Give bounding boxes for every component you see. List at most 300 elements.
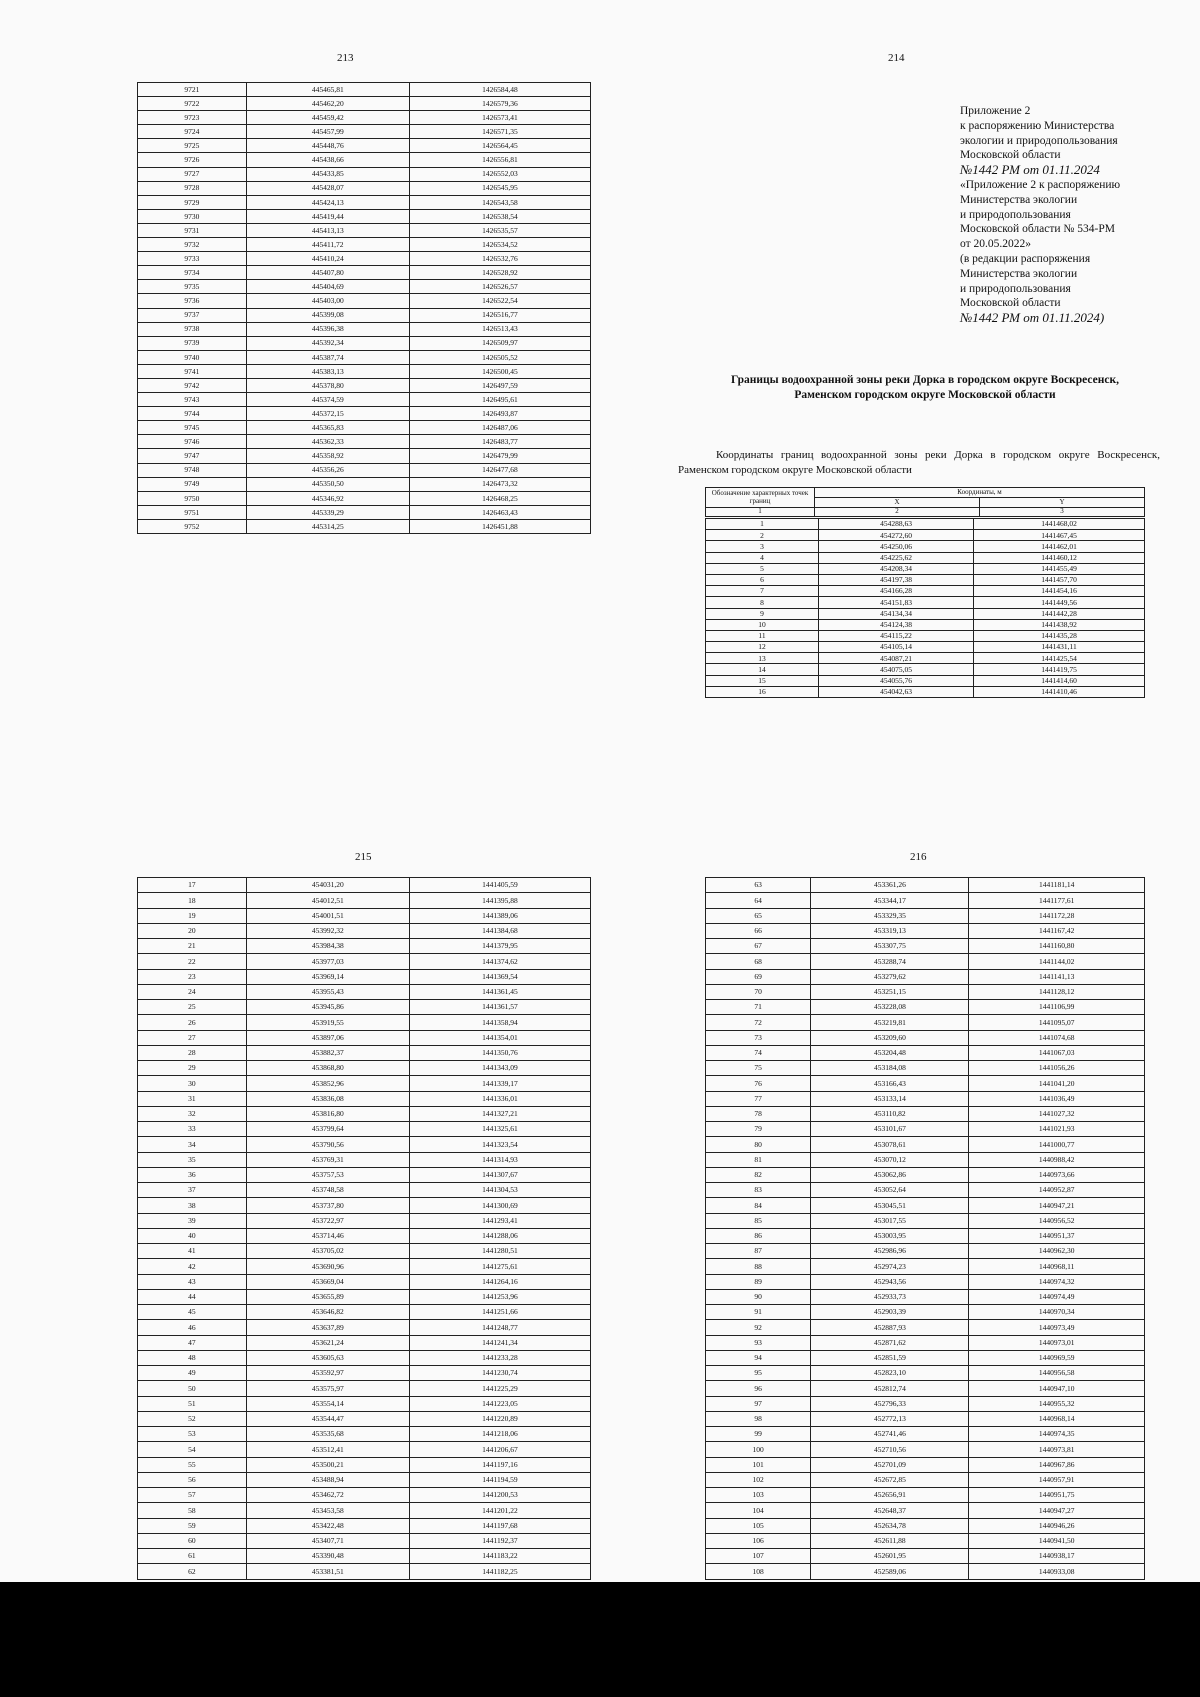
point-number: 108 <box>706 1564 811 1579</box>
y-coordinate: 1441361,45 <box>409 984 590 999</box>
y-coordinate: 1426534,52 <box>409 238 590 252</box>
y-coordinate: 1441336,01 <box>409 1091 590 1106</box>
approval-line: экологии и природопользования <box>960 134 1118 147</box>
table-row <box>138 1457 591 1472</box>
table-row <box>138 294 591 308</box>
x-coordinate: 445424,13 <box>246 195 409 209</box>
x-coordinate: 454134,34 <box>819 608 974 619</box>
table-row <box>138 364 591 378</box>
point-number: 9740 <box>138 350 247 364</box>
point-number: 17 <box>138 878 247 893</box>
table-row <box>138 1381 591 1396</box>
point-number: 37 <box>138 1183 247 1198</box>
table-row <box>138 1335 591 1350</box>
table-row <box>706 664 1145 675</box>
x-coordinate: 453605,63 <box>246 1350 409 1365</box>
approval-line: Приложение 2 <box>960 105 1031 117</box>
table-row <box>138 280 591 294</box>
point-number: 9745 <box>138 421 247 435</box>
y-coordinate: 1440947,21 <box>969 1198 1145 1213</box>
y-coordinate: 1441144,02 <box>969 954 1145 969</box>
table-row <box>138 908 591 923</box>
point-number: 47 <box>138 1335 247 1350</box>
x-coordinate: 453714,46 <box>246 1228 409 1243</box>
x-coordinate: 445358,92 <box>246 449 409 463</box>
table-row <box>138 1106 591 1121</box>
point-number: 3 <box>706 541 819 552</box>
approval-line: от 20.05.2022» <box>960 238 1031 251</box>
y-coordinate: 1441419,75 <box>974 664 1145 675</box>
point-number: 9733 <box>138 252 247 266</box>
point-number: 103 <box>706 1488 811 1503</box>
table-row <box>138 83 591 97</box>
y-coordinate: 1426493,87 <box>409 407 590 421</box>
point-number: 58 <box>138 1503 247 1518</box>
y-coordinate: 1441200,53 <box>409 1488 590 1503</box>
x-coordinate: 453500,21 <box>246 1457 409 1472</box>
y-coordinate: 1441405,59 <box>409 878 590 893</box>
table-row <box>706 1289 1145 1304</box>
x-coordinate: 453204,48 <box>811 1045 969 1060</box>
y-coordinate: 1426477,68 <box>409 463 590 477</box>
table-row <box>706 1152 1145 1167</box>
table-row <box>138 1442 591 1457</box>
y-coordinate: 1441384,68 <box>409 923 590 938</box>
x-coordinate: 452656,91 <box>811 1488 969 1503</box>
point-number: 57 <box>138 1488 247 1503</box>
x-coordinate: 445410,24 <box>246 252 409 266</box>
table-row <box>138 435 591 449</box>
x-coordinate: 445365,83 <box>246 421 409 435</box>
point-number: 106 <box>706 1533 811 1548</box>
x-coordinate: 445413,13 <box>246 223 409 237</box>
y-coordinate: 1440951,37 <box>969 1228 1145 1243</box>
table-row <box>706 630 1145 641</box>
y-coordinate: 1441350,76 <box>409 1045 590 1060</box>
y-coordinate: 1426545,95 <box>409 181 590 195</box>
table-row <box>706 1076 1145 1091</box>
table-row <box>138 195 591 209</box>
table-row <box>138 350 591 364</box>
point-number: 9 <box>706 608 819 619</box>
table-row <box>706 1518 1145 1533</box>
x-coordinate: 453722,97 <box>246 1213 409 1228</box>
x-coordinate: 453984,38 <box>246 939 409 954</box>
table-row <box>706 619 1145 630</box>
x-coordinate: 453228,08 <box>811 1000 969 1015</box>
y-coordinate: 1441041,20 <box>969 1076 1145 1091</box>
x-coordinate: 453816,80 <box>246 1106 409 1121</box>
x-coordinate: 453575,97 <box>246 1381 409 1396</box>
table-row <box>706 1457 1145 1472</box>
y-coordinate: 1441182,25 <box>409 1564 590 1579</box>
y-coordinate: 1441343,09 <box>409 1061 590 1076</box>
y-coordinate: 1441160,80 <box>969 939 1145 954</box>
point-number: 60 <box>138 1533 247 1548</box>
x-coordinate: 445419,44 <box>246 209 409 223</box>
table-row <box>138 1213 591 1228</box>
point-number: 92 <box>706 1320 811 1335</box>
y-coordinate: 1441280,51 <box>409 1244 590 1259</box>
table-row <box>706 1198 1145 1213</box>
approval-line: (в редакции распоряжения <box>960 252 1091 265</box>
point-number: 53 <box>138 1427 247 1442</box>
x-coordinate: 445399,08 <box>246 308 409 322</box>
table-row <box>706 653 1145 664</box>
y-coordinate: 1426463,43 <box>409 505 590 519</box>
point-number: 83 <box>706 1183 811 1198</box>
point-number: 102 <box>706 1472 811 1487</box>
table-row <box>138 1305 591 1320</box>
point-number: 18 <box>138 893 247 908</box>
x-coordinate: 453381,51 <box>246 1564 409 1579</box>
table-row <box>138 1533 591 1548</box>
x-coordinate: 453757,53 <box>246 1167 409 1182</box>
y-coordinate: 1441233,28 <box>409 1350 590 1365</box>
approval-line: Московской области <box>960 297 1061 310</box>
page-number: 213 <box>337 52 354 64</box>
point-number: 39 <box>138 1213 247 1228</box>
x-coordinate: 453748,58 <box>246 1183 409 1198</box>
y-coordinate: 1441218,06 <box>409 1427 590 1442</box>
approval-block <box>960 104 1180 326</box>
x-coordinate: 452986,96 <box>811 1244 969 1259</box>
table-row <box>706 1137 1145 1152</box>
y-coordinate: 1441442,28 <box>974 608 1145 619</box>
approval-line: Московской области <box>960 149 1061 162</box>
point-number: 95 <box>706 1366 811 1381</box>
y-coordinate: 1440969,59 <box>969 1350 1145 1365</box>
table-row <box>706 1228 1145 1243</box>
y-coordinate: 1441181,14 <box>969 878 1145 893</box>
point-number: 93 <box>706 1335 811 1350</box>
y-coordinate: 1441177,61 <box>969 893 1145 908</box>
point-number: 9728 <box>138 181 247 195</box>
point-number: 78 <box>706 1106 811 1121</box>
y-coordinate: 1441455,49 <box>974 563 1145 574</box>
table-row <box>138 1411 591 1426</box>
y-coordinate: 1441410,46 <box>974 686 1145 697</box>
y-coordinate: 1426451,88 <box>409 519 590 533</box>
point-number: 72 <box>706 1015 811 1030</box>
x-coordinate: 453390,48 <box>246 1549 409 1564</box>
y-coordinate: 1441095,07 <box>969 1015 1145 1030</box>
point-number: 4 <box>706 552 819 563</box>
table-row <box>706 1305 1145 1320</box>
point-number: 31 <box>138 1091 247 1106</box>
table-row <box>706 1183 1145 1198</box>
point-number: 94 <box>706 1350 811 1365</box>
x-coordinate: 445396,38 <box>246 322 409 336</box>
point-number: 9722 <box>138 97 247 111</box>
coordinates-table <box>137 877 591 1580</box>
table-row <box>138 1061 591 1076</box>
table-row <box>706 675 1145 686</box>
point-number: 45 <box>138 1305 247 1320</box>
point-number: 87 <box>706 1244 811 1259</box>
table-row <box>706 1472 1145 1487</box>
point-number: 42 <box>138 1259 247 1274</box>
table-row <box>706 1213 1145 1228</box>
x-coordinate: 454012,51 <box>246 893 409 908</box>
x-coordinate: 453307,75 <box>811 939 969 954</box>
point-number: 100 <box>706 1442 811 1457</box>
x-coordinate: 453852,96 <box>246 1076 409 1091</box>
y-coordinate: 1440968,14 <box>969 1411 1145 1426</box>
y-coordinate: 1426479,99 <box>409 449 590 463</box>
y-coordinate: 1441325,61 <box>409 1122 590 1137</box>
page-number: 214 <box>888 52 905 64</box>
y-coordinate: 1426556,81 <box>409 153 590 167</box>
table-row <box>138 1198 591 1213</box>
point-number: 86 <box>706 1228 811 1243</box>
y-coordinate: 1441197,16 <box>409 1457 590 1472</box>
y-coordinate: 1441275,61 <box>409 1259 590 1274</box>
header-num-3: 3 <box>980 508 1145 517</box>
x-coordinate: 453554,14 <box>246 1396 409 1411</box>
point-number: 27 <box>138 1030 247 1045</box>
x-coordinate: 445411,72 <box>246 238 409 252</box>
point-number: 9727 <box>138 167 247 181</box>
point-number: 9721 <box>138 83 247 97</box>
y-coordinate: 1426571,35 <box>409 125 590 139</box>
y-coordinate: 1441395,88 <box>409 893 590 908</box>
y-coordinate: 1441056,26 <box>969 1061 1145 1076</box>
y-coordinate: 1440957,91 <box>969 1472 1145 1487</box>
x-coordinate: 454042,63 <box>819 686 974 697</box>
table-row <box>706 1030 1145 1045</box>
coordinates-table <box>705 518 1145 698</box>
x-coordinate: 454055,76 <box>819 675 974 686</box>
y-coordinate: 1441293,41 <box>409 1213 590 1228</box>
y-coordinate: 1440974,35 <box>969 1427 1145 1442</box>
y-coordinate: 1426543,58 <box>409 195 590 209</box>
x-coordinate: 445350,50 <box>246 477 409 491</box>
point-number: 40 <box>138 1228 247 1243</box>
y-coordinate: 1426500,45 <box>409 364 590 378</box>
x-coordinate: 454272,60 <box>819 530 974 541</box>
table-row <box>706 1045 1145 1060</box>
table-row <box>138 1167 591 1182</box>
x-coordinate: 445465,81 <box>246 83 409 97</box>
x-coordinate: 454105,14 <box>819 642 974 653</box>
x-coordinate: 452974,23 <box>811 1259 969 1274</box>
y-coordinate: 1426516,77 <box>409 308 590 322</box>
table-row <box>138 1137 591 1152</box>
y-coordinate: 1426528,92 <box>409 266 590 280</box>
point-number: 73 <box>706 1030 811 1045</box>
x-coordinate: 452812,74 <box>811 1381 969 1396</box>
point-number: 104 <box>706 1503 811 1518</box>
y-coordinate: 1441167,42 <box>969 923 1145 938</box>
point-number: 35 <box>138 1152 247 1167</box>
point-number: 9725 <box>138 139 247 153</box>
y-coordinate: 1440973,81 <box>969 1442 1145 1457</box>
x-coordinate: 453329,35 <box>811 908 969 923</box>
point-number: 21 <box>138 939 247 954</box>
x-coordinate: 453361,26 <box>811 878 969 893</box>
x-coordinate: 453110,82 <box>811 1106 969 1121</box>
point-number: 11 <box>706 630 819 641</box>
point-number: 46 <box>138 1320 247 1335</box>
x-coordinate: 452943,56 <box>811 1274 969 1289</box>
y-coordinate: 1440955,32 <box>969 1396 1145 1411</box>
point-number: 8 <box>706 597 819 608</box>
table-row <box>138 223 591 237</box>
point-number: 19 <box>138 908 247 923</box>
x-coordinate: 453209,60 <box>811 1030 969 1045</box>
table-row <box>138 153 591 167</box>
point-number: 1 <box>706 519 819 530</box>
point-number: 29 <box>138 1061 247 1076</box>
table-row <box>138 125 591 139</box>
table-row <box>138 1091 591 1106</box>
point-number: 28 <box>138 1045 247 1060</box>
table-row <box>706 1000 1145 1015</box>
y-coordinate: 1441460,12 <box>974 552 1145 563</box>
table-row <box>138 1183 591 1198</box>
point-number: 84 <box>706 1198 811 1213</box>
x-coordinate: 452851,59 <box>811 1350 969 1365</box>
table-row <box>138 1244 591 1259</box>
x-coordinate: 453070,12 <box>811 1152 969 1167</box>
approval-line: №1442 РМ от 01.11.2024) <box>960 310 1105 326</box>
point-number: 9750 <box>138 491 247 505</box>
point-number: 9749 <box>138 477 247 491</box>
point-number: 16 <box>706 686 819 697</box>
table-row <box>706 686 1145 697</box>
point-number: 9732 <box>138 238 247 252</box>
table-row <box>706 1564 1145 1579</box>
y-coordinate: 1440973,49 <box>969 1320 1145 1335</box>
table-row <box>138 939 591 954</box>
table-row <box>138 1122 591 1137</box>
point-number: 20 <box>138 923 247 938</box>
table-row <box>138 111 591 125</box>
y-coordinate: 1441379,95 <box>409 939 590 954</box>
page-number: 216 <box>910 851 927 863</box>
y-coordinate: 1440941,50 <box>969 1533 1145 1548</box>
y-coordinate: 1426584,48 <box>409 83 590 97</box>
table-row <box>138 393 591 407</box>
table-row <box>706 642 1145 653</box>
x-coordinate: 453799,64 <box>246 1122 409 1137</box>
approval-line: к распоряжению Министерства <box>960 119 1115 132</box>
point-number: 9734 <box>138 266 247 280</box>
table-row <box>138 1564 591 1579</box>
y-coordinate: 1441304,53 <box>409 1183 590 1198</box>
x-coordinate: 453836,08 <box>246 1091 409 1106</box>
point-number: 79 <box>706 1122 811 1137</box>
x-coordinate: 453166,43 <box>811 1076 969 1091</box>
y-coordinate: 1441241,34 <box>409 1335 590 1350</box>
y-coordinate: 1440988,42 <box>969 1152 1145 1167</box>
point-number: 9729 <box>138 195 247 209</box>
y-coordinate: 1426535,57 <box>409 223 590 237</box>
y-coordinate: 1441194,59 <box>409 1472 590 1487</box>
x-coordinate: 445374,59 <box>246 393 409 407</box>
y-coordinate: 1441264,16 <box>409 1274 590 1289</box>
y-coordinate: 1426538,54 <box>409 209 590 223</box>
approval-line: и природопользования <box>960 282 1071 295</box>
table-row <box>138 463 591 477</box>
x-coordinate: 452648,37 <box>811 1503 969 1518</box>
table-row <box>138 238 591 252</box>
x-coordinate: 445356,26 <box>246 463 409 477</box>
y-coordinate: 1441106,99 <box>969 1000 1145 1015</box>
point-number: 75 <box>706 1061 811 1076</box>
x-coordinate: 452772,13 <box>811 1411 969 1426</box>
x-coordinate: 445378,80 <box>246 378 409 392</box>
table-row <box>706 1549 1145 1564</box>
y-coordinate: 1441027,32 <box>969 1106 1145 1121</box>
x-coordinate: 452672,85 <box>811 1472 969 1487</box>
y-coordinate: 1441431,11 <box>974 642 1145 653</box>
x-coordinate: 445457,99 <box>246 125 409 139</box>
table-row <box>138 984 591 999</box>
y-coordinate: 1441197,68 <box>409 1518 590 1533</box>
x-coordinate: 452796,33 <box>811 1396 969 1411</box>
point-number: 88 <box>706 1259 811 1274</box>
x-coordinate: 453945,86 <box>246 1000 409 1015</box>
y-coordinate: 1441288,06 <box>409 1228 590 1243</box>
y-coordinate: 1426552,03 <box>409 167 590 181</box>
table-row <box>706 1015 1145 1030</box>
y-coordinate: 1426526,57 <box>409 280 590 294</box>
approval-line: Министерства экологии <box>960 193 1078 206</box>
table-row <box>706 1274 1145 1289</box>
x-coordinate: 453344,17 <box>811 893 969 908</box>
y-coordinate: 1441251,66 <box>409 1305 590 1320</box>
table-row <box>706 923 1145 938</box>
table-row <box>138 1289 591 1304</box>
x-coordinate: 453279,62 <box>811 969 969 984</box>
point-number: 7 <box>706 586 819 597</box>
x-coordinate: 445383,13 <box>246 364 409 378</box>
y-coordinate: 1440956,52 <box>969 1213 1145 1228</box>
x-coordinate: 453535,68 <box>246 1427 409 1442</box>
point-number: 22 <box>138 954 247 969</box>
table-row <box>138 209 591 223</box>
y-coordinate: 1441220,89 <box>409 1411 590 1426</box>
y-coordinate: 1441438,92 <box>974 619 1145 630</box>
point-number: 70 <box>706 984 811 999</box>
x-coordinate: 445339,29 <box>246 505 409 519</box>
point-number: 55 <box>138 1457 247 1472</box>
y-coordinate: 1426509,97 <box>409 336 590 350</box>
point-number: 36 <box>138 1167 247 1182</box>
point-number: 32 <box>138 1106 247 1121</box>
point-number: 24 <box>138 984 247 999</box>
x-coordinate: 453790,56 <box>246 1137 409 1152</box>
y-coordinate: 1441339,17 <box>409 1076 590 1091</box>
x-coordinate: 454166,28 <box>819 586 974 597</box>
point-number: 9752 <box>138 519 247 533</box>
table-row <box>706 1244 1145 1259</box>
x-coordinate: 453769,31 <box>246 1152 409 1167</box>
y-coordinate: 1440974,49 <box>969 1289 1145 1304</box>
point-number: 59 <box>138 1518 247 1533</box>
point-number: 52 <box>138 1411 247 1426</box>
x-coordinate: 454031,20 <box>246 878 409 893</box>
x-coordinate: 452741,46 <box>811 1427 969 1442</box>
table-row <box>706 893 1145 908</box>
approval-line: Московской области № 534-РМ <box>960 223 1115 236</box>
table-row <box>706 1381 1145 1396</box>
table-row <box>706 1488 1145 1503</box>
table-row <box>138 1320 591 1335</box>
y-coordinate: 1441327,21 <box>409 1106 590 1121</box>
